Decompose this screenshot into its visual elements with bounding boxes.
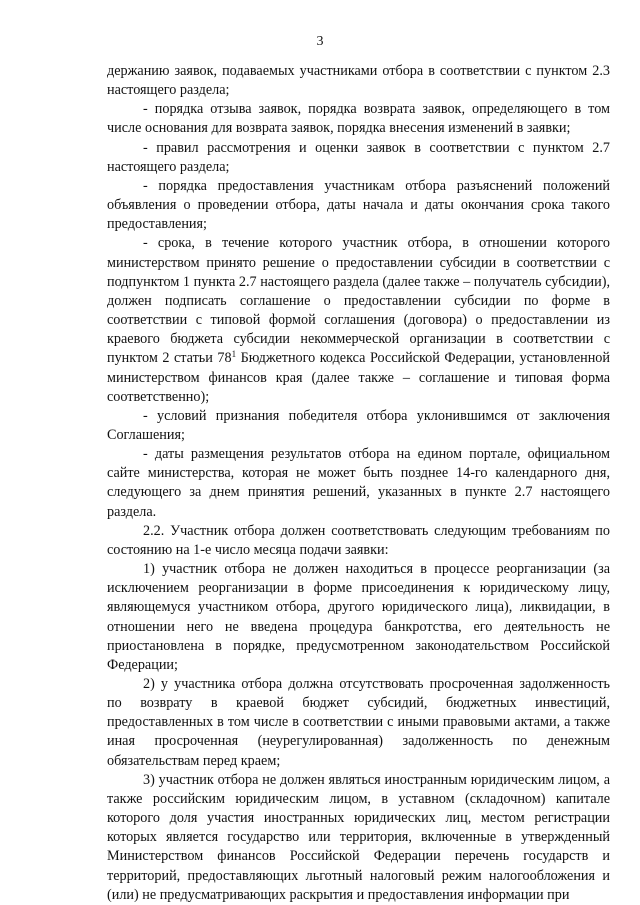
list-item-results-date: - даты размещения результатов отбора на едином портале, официальном сайте министерства, которая не может быть позднее 14-го календарного дня, следующего за днем принятия решений, указанных в пункте 2.7 настоящего раздела. <box>107 446 610 520</box>
list-item-clarification-order: - порядка предоставления участникам отбора разъяснений положений объявления о проведении отбора, даты начала и даты окончания срока такого предоставления; <box>107 177 610 233</box>
page-number: 3 <box>316 34 324 49</box>
agreement-term-text-end: Бюджетного кодекса Российской Федерации, установленной министерством финансов края (далее также – соглашение и типовая форма соответственно); <box>107 350 610 405</box>
paragraph-continuation: держанию заявок, подаваемых участниками отбора в соответствии с пунктом 2.3 настоящего раздела; <box>107 63 610 99</box>
requirement-3: 3) участник отбора не должен являться иностранным юридическим лицом, а также российским юридическим лицом, в уставном (складочном) капитале которого доля участия иностранных юридических лиц, местом регистрации которых является государство или территория, включенные в утвержденный Министерством финансов Российской Федерации перечень государств и территорий, предоставляющих льготный налоговый режим налогообложения и (или) не предусматривающих раскрытия и предоставления информации при <box>107 771 610 903</box>
clause-2-2: 2.2. Участник отбора должен соответствовать следующим требованиям по состоянию на 1-е число месяца подачи заявки: <box>107 522 610 558</box>
list-item-agreement-term <box>107 234 610 406</box>
document-body <box>107 62 610 905</box>
requirement-1: 1) участник отбора не должен находиться в процессе реорганизации (за исключением реорганизации в форме присоединения к юридическому лицу, являющемуся участником отбора, другого юридического лица), ликвидации, в отношении него не введена процедура банкротства, его деятельность не приостановлена в порядке, предусмотренном законодательством Российской Федерации; <box>107 561 610 673</box>
list-item-review-rules: - правил рассмотрения и оценки заявок в соответствии с пунктом 2.7 настоящего раздела; <box>107 139 610 175</box>
requirement-2: 2) у участника отбора должна отсутствовать просроченная задолженность по возврату в краевой бюджет субсидий, бюджетных инвестиций, предоставленных в том числе в соответствии с иными правовыми актами, а также иная просроченная (неурегулированная) задолженность по денежным обязательствам перед краем; <box>107 676 610 769</box>
list-item-evasion-conditions: - условий признания победителя отбора уклонившимся от заключения Соглашения; <box>107 407 610 443</box>
list-item-withdrawal-order: - порядка отзыва заявок, порядка возврата заявок, определяющего в том числе основания для возврата заявок, порядка внесения изменений в заявки; <box>107 101 610 137</box>
agreement-term-text: - срока, в течение которого участник отбора, в отношении которого министерством принято решение о предоставлении субсидии в соответствии с подпунктом 1 пункта 2.7 настоящего раздела (далее также – получатель субсидии), должен подписать соглашение о предоставлении субсидии по форме в соответствии с типовой формой соглашения (договора) о предоставлении из краевого бюджета субсидии некоммерческой организации в соответствии с пунктом 2 статьи 78 <box>107 235 610 367</box>
article-superscript: 1 <box>231 349 237 360</box>
